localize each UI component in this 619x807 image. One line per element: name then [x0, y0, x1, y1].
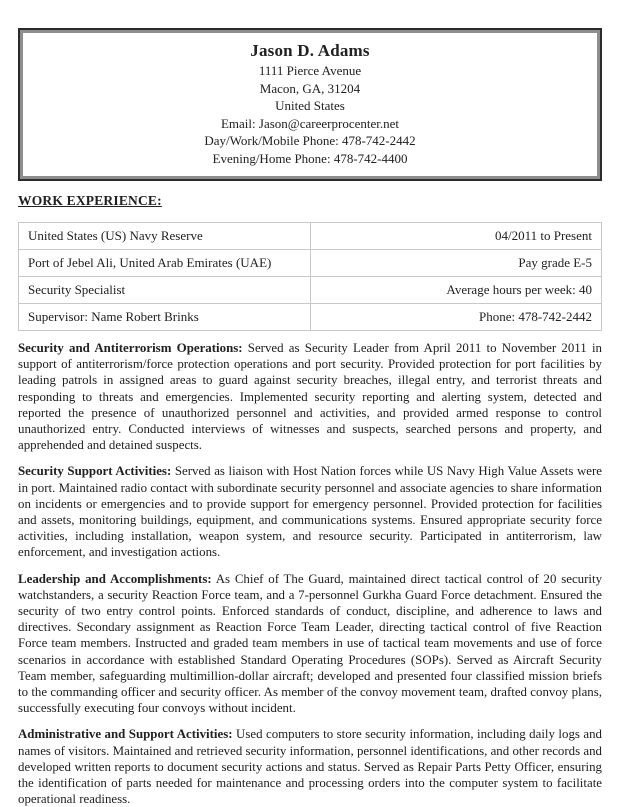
- paragraph-body: As Chief of The Guard, maintained direct tactical control of 20 security watchstanders, a security Reaction Force team, and a 7-personnel Gurkha Guard Force detachment. Ensured the security of two entry control points. Enforced standards of conduct, discipline, and adherence to laws and directives. Secondary assignment as Reaction Force Team Leader, directing tactical control of five Reaction Force team members. Instructed and graded team members in use of tactical team movements and use of force scenarios in accordance with established Standard Operating Procedures (SOPs). Served as Aircraft Security Team member, safeguarding multimillion-dollar aircraft; developed and presented four classified mission briefs to the commanding officer and security officer. As member of the convoy movement team, drafted convoy plans, successfully executing four convoys without incident.: [18, 571, 603, 716]
- dates-cell: 04/2011 to Present: [310, 223, 602, 250]
- contact-header-inner: [20, 30, 600, 179]
- paragraph-heading: Security Support Activities:: [18, 464, 172, 479]
- job-summary-table: [18, 222, 602, 331]
- table-row: [19, 223, 602, 250]
- table-row: [19, 277, 602, 304]
- paragraph-body: Served as liaison with Host Nation forces while US Navy High Value Assets were in port. Maintained radio contact with subordinate security personnel and associate agencies to share information on incidents or emergencies and to provide support for emergency personnel. Provided protection for facilities and assets, monitoring buildings, equipment, and communications systems. Ensured appropriate security force activities, including installation, weapon system, and resource security. Participated in antiterrorism, law enforcement, and investigation actions.: [18, 464, 602, 560]
- work-experience-heading: WORK EXPERIENCE:: [18, 193, 162, 208]
- location-cell: Port of Jebel Ali, United Arab Emirates (UAE): [19, 250, 311, 277]
- experience-paragraph-security-operations: [18, 340, 602, 453]
- contact-header-box: [18, 28, 602, 181]
- employer-cell: United States (US) Navy Reserve: [19, 223, 311, 250]
- experience-paragraph-leadership: [18, 571, 602, 717]
- job-title-cell: Security Specialist: [19, 277, 311, 304]
- hours-per-week-cell: Average hours per week: 40: [310, 277, 602, 304]
- table-row: [19, 304, 602, 331]
- evening-phone-line: Evening/Home Phone: 478-742-4400: [212, 150, 408, 166]
- address-line-2: Macon, GA, 31204: [259, 80, 361, 96]
- address-line-1: 1111 Pierce Avenue: [258, 63, 362, 78]
- paragraph-heading: Security and Antiterrorism Operations:: [18, 341, 243, 355]
- address-line-3: United States: [275, 98, 345, 113]
- experience-paragraph-administrative: [18, 726, 602, 807]
- supervisor-cell: Supervisor: Name Robert Brinks: [19, 304, 311, 331]
- table-row: [19, 250, 602, 277]
- paragraph-heading: Administrative and Support Activities:: [18, 727, 233, 742]
- paragraph-body: Used computers to store security information, including daily logs and names of visitors. Maintained and retrieved security information, personnel identifications, and other records and developed written reports to document security actions and status. Served as Repair Parts Petty Officer, ensuring the identification of parts needed for maintenance and processing orders into the computer system to facilitate operational readiness.: [18, 727, 602, 807]
- candidate-name: Jason D. Adams: [250, 41, 370, 60]
- day-phone-line: Day/Work/Mobile Phone: 478-742-2442: [204, 133, 416, 148]
- pay-grade-cell: Pay grade E-5: [310, 250, 602, 277]
- paragraph-heading: Leadership and Accomplishments:: [18, 571, 212, 586]
- supervisor-phone-cell: Phone: 478-742-2442: [310, 304, 602, 331]
- experience-paragraph-security-support: [18, 463, 602, 560]
- email-line: Email: Jason@careerprocenter.net: [220, 115, 399, 131]
- paragraph-body: Served as Security Leader from April 2011 to November 2011 in support of antiterrorism/force protection operations and port security. Provided protection for port facilities by leading patrols in assigned areas to guard against security breaches, illegal entry, and terrorist threats and responding to threats and emergencies. Implemented security reporting and alerting system, detected and reported the presence of unauthorized personnel and activities, and provided armed response to control unauthorized entry. Conducted interviews of witnesses and suspects, searched persons and property, and apprehended and detained suspects.: [18, 341, 602, 453]
